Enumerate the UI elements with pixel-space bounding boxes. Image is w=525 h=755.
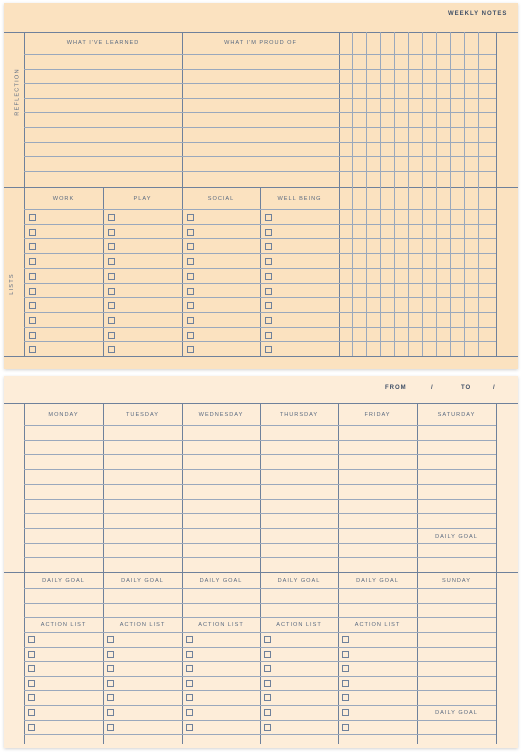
task-checkbox[interactable] (108, 229, 115, 236)
column-divider (366, 32, 367, 356)
rule-line (24, 676, 496, 677)
column-header-play: PLAY (133, 196, 152, 202)
task-checkbox[interactable] (187, 288, 194, 295)
rule-line (24, 69, 496, 70)
date-separator: / (493, 385, 496, 391)
column-divider (352, 32, 353, 356)
column-divider (478, 32, 479, 356)
task-checkbox[interactable] (108, 243, 115, 250)
task-checkbox[interactable] (29, 302, 36, 309)
rule-line (24, 127, 496, 128)
column-divider (260, 187, 261, 356)
column-divider (436, 32, 437, 356)
column-divider (408, 32, 409, 356)
task-checkbox[interactable] (342, 651, 349, 658)
task-checkbox[interactable] (342, 680, 349, 687)
rule-line (24, 312, 496, 313)
task-checkbox[interactable] (187, 317, 194, 324)
task-checkbox[interactable] (108, 302, 115, 309)
task-checkbox[interactable] (264, 651, 271, 658)
task-checkbox[interactable] (264, 636, 271, 643)
rule-line (4, 403, 518, 404)
rule-line (24, 297, 496, 298)
rule-line (24, 528, 496, 529)
column-header-social: SOCIAL (207, 196, 235, 202)
task-checkbox[interactable] (28, 680, 35, 687)
task-checkbox[interactable] (28, 694, 35, 701)
rule-line (24, 734, 496, 735)
column-divider (464, 32, 465, 356)
column-header-learned: WHAT I'VE LEARNED (66, 40, 140, 46)
task-checkbox[interactable] (265, 258, 272, 265)
rule-line (24, 341, 496, 342)
task-checkbox[interactable] (29, 229, 36, 236)
task-checkbox[interactable] (29, 346, 36, 353)
daily-goal-label: DAILY GOAL (277, 578, 321, 584)
column-header-work: WORK (52, 196, 75, 202)
day-header-monday: MONDAY (48, 412, 79, 418)
column-divider (339, 32, 340, 356)
task-checkbox[interactable] (265, 346, 272, 353)
task-checkbox[interactable] (265, 317, 272, 324)
weekly-notes-title: WEEKLY NOTES (448, 11, 508, 17)
task-checkbox[interactable] (28, 709, 35, 716)
task-checkbox[interactable] (265, 288, 272, 295)
task-checkbox[interactable] (28, 665, 35, 672)
from-label: FROM (385, 385, 407, 391)
rule-line (24, 224, 496, 225)
rule-line (24, 603, 496, 604)
daily-goal-label: DAILY GOAL (121, 578, 164, 584)
daily-goal-label: DAILY GOAL (199, 578, 243, 584)
task-checkbox[interactable] (107, 636, 114, 643)
day-header-sunday: SUNDAY (442, 578, 471, 584)
task-checkbox[interactable] (29, 214, 36, 221)
task-checkbox[interactable] (186, 680, 193, 687)
day-header-thursday: THURSDAY (279, 412, 319, 418)
task-checkbox[interactable] (187, 332, 194, 339)
column-divider (24, 32, 25, 356)
lists-label: LISTS (8, 273, 15, 295)
task-checkbox[interactable] (187, 258, 194, 265)
to-label: TO (461, 385, 472, 391)
task-checkbox[interactable] (108, 258, 115, 265)
task-checkbox[interactable] (187, 243, 194, 250)
task-checkbox[interactable] (108, 273, 115, 280)
task-checkbox[interactable] (107, 665, 114, 672)
column-divider (182, 32, 183, 187)
task-checkbox[interactable] (342, 665, 349, 672)
column-header-proud: WHAT I'M PROUD OF (224, 40, 297, 46)
weekly-planner-sheet (4, 376, 518, 748)
rule-line (24, 253, 496, 254)
rule-line (24, 171, 496, 172)
column-divider (450, 32, 451, 356)
task-checkbox[interactable] (187, 229, 194, 236)
task-checkbox[interactable] (108, 317, 115, 324)
task-checkbox[interactable] (265, 332, 272, 339)
rule-line (4, 572, 518, 573)
day-header-saturday: SATURDAY (437, 412, 476, 418)
task-checkbox[interactable] (29, 317, 36, 324)
rule-line (4, 356, 518, 357)
task-checkbox[interactable] (264, 665, 271, 672)
task-checkbox[interactable] (186, 694, 193, 701)
rule-line (24, 283, 496, 284)
task-checkbox[interactable] (29, 332, 36, 339)
task-checkbox[interactable] (186, 636, 193, 643)
task-checkbox[interactable] (342, 636, 349, 643)
day-header-wednesday: WEDNESDAY (198, 412, 244, 418)
rule-line (24, 617, 496, 618)
task-checkbox[interactable] (28, 636, 35, 643)
saturday-daily-goal-label: DAILY GOAL (435, 534, 478, 540)
task-checkbox[interactable] (107, 651, 114, 658)
task-checkbox[interactable] (342, 709, 349, 716)
task-checkbox[interactable] (107, 694, 114, 701)
rule-line (24, 54, 496, 55)
column-divider (380, 32, 381, 356)
rule-line (24, 661, 496, 662)
rule-line (24, 268, 496, 269)
task-checkbox[interactable] (29, 288, 36, 295)
rule-line (24, 327, 496, 328)
rule-line (24, 557, 496, 558)
task-checkbox[interactable] (265, 214, 272, 221)
rule-line (24, 705, 496, 706)
task-checkbox[interactable] (108, 288, 115, 295)
task-checkbox[interactable] (264, 709, 271, 716)
rule-line (24, 720, 496, 721)
task-checkbox[interactable] (28, 724, 35, 731)
rule-line (4, 32, 518, 33)
rule-line (24, 83, 496, 84)
rule-line (24, 454, 496, 455)
column-divider (182, 187, 183, 356)
date-separator: / (431, 385, 434, 391)
task-checkbox[interactable] (186, 709, 193, 716)
rule-line (24, 112, 496, 113)
rule-line (24, 484, 496, 485)
task-checkbox[interactable] (187, 273, 194, 280)
task-checkbox[interactable] (28, 651, 35, 658)
task-checkbox[interactable] (107, 709, 114, 716)
rule-line (24, 588, 496, 589)
task-checkbox[interactable] (187, 346, 194, 353)
task-checkbox[interactable] (186, 651, 193, 658)
daily-goal-label: DAILY GOAL (356, 578, 399, 584)
task-checkbox[interactable] (187, 214, 194, 221)
rule-line (24, 632, 496, 633)
task-checkbox[interactable] (186, 724, 193, 731)
rule-line (24, 425, 496, 426)
task-checkbox[interactable] (29, 243, 36, 250)
rule-line (24, 440, 496, 441)
task-checkbox[interactable] (108, 346, 115, 353)
task-checkbox[interactable] (108, 332, 115, 339)
action-list-label: ACTION LIST (40, 622, 87, 628)
rule-line (24, 156, 496, 157)
column-divider (496, 32, 497, 356)
task-checkbox[interactable] (186, 665, 193, 672)
action-list-label: ACTION LIST (119, 622, 166, 628)
rule-line (24, 142, 496, 143)
action-list-label: ACTION LIST (276, 622, 322, 628)
day-header-friday: FRIDAY (364, 412, 391, 418)
rule-line (24, 543, 496, 544)
sunday-daily-goal-label: DAILY GOAL (435, 710, 478, 716)
task-checkbox[interactable] (29, 258, 36, 265)
task-checkbox[interactable] (264, 694, 271, 701)
rule-line (24, 469, 496, 470)
reflection-label: REFLECTION (14, 68, 21, 116)
column-divider (422, 32, 423, 356)
day-header-tuesday: TUESDAY (125, 412, 159, 418)
column-divider (103, 187, 104, 356)
action-list-label: ACTION LIST (354, 622, 401, 628)
task-checkbox[interactable] (108, 214, 115, 221)
column-header-well-being: WELL BEING (277, 196, 322, 202)
task-checkbox[interactable] (342, 724, 349, 731)
task-checkbox[interactable] (264, 680, 271, 687)
task-checkbox[interactable] (107, 724, 114, 731)
task-checkbox[interactable] (29, 273, 36, 280)
task-checkbox[interactable] (264, 724, 271, 731)
task-checkbox[interactable] (265, 302, 272, 309)
task-checkbox[interactable] (342, 694, 349, 701)
rule-line (24, 513, 496, 514)
column-divider (496, 403, 497, 744)
weekly-notes-sheet (4, 3, 518, 369)
task-checkbox[interactable] (187, 302, 194, 309)
column-divider (394, 32, 395, 356)
task-checkbox[interactable] (107, 680, 114, 687)
task-checkbox[interactable] (265, 243, 272, 250)
rule-line (4, 187, 518, 188)
rule-line (24, 647, 496, 648)
rule-line (24, 499, 496, 500)
rule-line (24, 209, 496, 210)
action-list-label: ACTION LIST (198, 622, 244, 628)
rule-line (24, 98, 496, 99)
task-checkbox[interactable] (265, 229, 272, 236)
rule-line (24, 690, 496, 691)
rule-line (24, 238, 496, 239)
task-checkbox[interactable] (265, 273, 272, 280)
daily-goal-label: DAILY GOAL (42, 578, 85, 584)
